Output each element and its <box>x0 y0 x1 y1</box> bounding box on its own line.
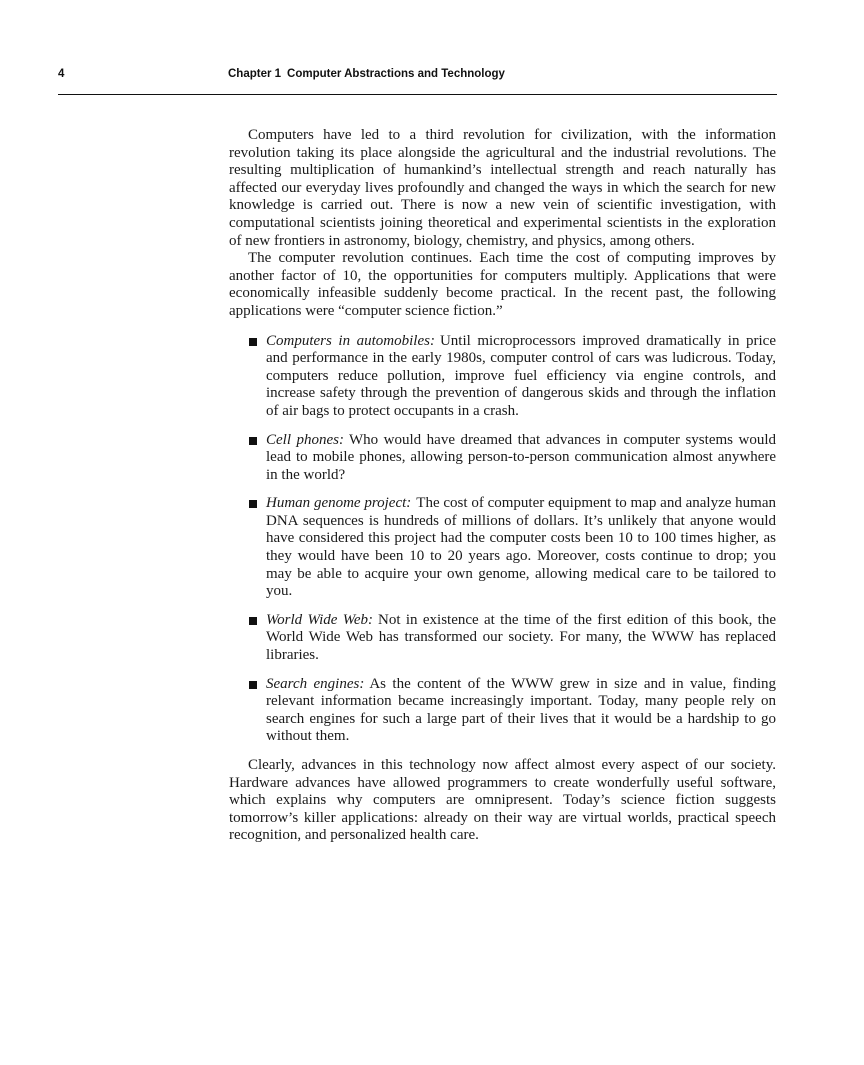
closing-paragraph: Clearly, advances in this technology now affect almost every aspect of our society. Hardware advances have allowed programmers to create wonderfully useful software, which explains why computers are omnipresent. Today’s science fiction suggests tomorrow’s killer applications: already on their way are virtual worlds, practical speech recognition, and personalized health care. <box>229 757 776 844</box>
list-item-term: Human genome project: <box>266 495 412 512</box>
list-item-term: Cell phones: <box>266 431 344 448</box>
list-item-text: Not in existence at the time of the first edition of this book, the World Wide Web has transformed our society. For many, the WWW has replaced libraries. <box>266 611 776 664</box>
list-item-term: Search engines: <box>266 675 365 692</box>
list-item-text: The cost of computer equipment to map and analyze human DNA sequences is hundreds of millions of dollars. It’s unlikely that anyone would have considered this project had the computer costs been 10 to 100 times higher, as they would have been 10 to 20 years ago. Moreover, costs continue to drop; you may be able to acquire your own genome, allowing medical care to be tailored to you. <box>266 495 776 600</box>
revolution-paragraph: The computer revolution continues. Each time the cost of computing improves by another factor of 10, the opportunities for computers multiply. Applications that were economically infeasible suddenly become practical. In the recent past, the following applications were “computer science fiction.” <box>229 250 776 319</box>
list-item-term: Computers in automobiles: <box>266 332 435 349</box>
intro-paragraph: Computers have led to a third revolution for civilization, with the information revolution taking its place alongside the agricultural and the industrial revolutions. The resulting multiplication of humankind’s intellectual strength and reach naturally has affected our everyday lives profoundly and changed the ways in which the search for new knowledge is carried out. There is now a new vein of scientific investigation, with computational scientists joining theoretical and experimental scientists in the exploration of new frontiers in astronomy, biology, chemistry, and physics, among others. <box>229 127 776 249</box>
square-bullet-icon <box>249 437 257 445</box>
list-item <box>229 612 776 665</box>
square-bullet-icon <box>249 338 257 346</box>
body-text <box>229 127 776 845</box>
list-item-text: As the content of the WWW grew in size and in value, finding relevant information became increasingly important. Today, many people rely on search engines for such a large part of their lives that it would be a hardship to go without them. <box>266 675 776 745</box>
list-item-text: Who would have dreamed that advances in computer systems would lead to mobile phones, allowing person-to-person communication almost anywhere in the world? <box>266 431 776 483</box>
list-item <box>229 495 776 601</box>
list-item <box>229 432 776 485</box>
square-bullet-icon <box>249 500 257 508</box>
chapter-heading <box>228 68 505 80</box>
square-bullet-icon <box>249 617 257 625</box>
chapter-title: Computer Abstractions and Technology <box>287 68 505 80</box>
list-item-text: Until microprocessors improved dramatically in price and performance in the early 1980s, computer control of cars was ludicrous. Today, computers reduce pollution, improve fuel efficiency via engine controls, and increase safety through the prevention of dangerous skids and through the inflation of air bags to protect occupants in a crash. <box>266 332 776 419</box>
chapter-label: Chapter 1 <box>228 68 282 80</box>
applications-list <box>229 333 776 746</box>
square-bullet-icon <box>249 681 257 689</box>
list-item <box>229 676 776 746</box>
list-item <box>229 333 776 421</box>
page-number: 4 <box>58 68 65 80</box>
running-header <box>58 68 777 95</box>
list-item-term: World Wide Web: <box>266 611 374 628</box>
